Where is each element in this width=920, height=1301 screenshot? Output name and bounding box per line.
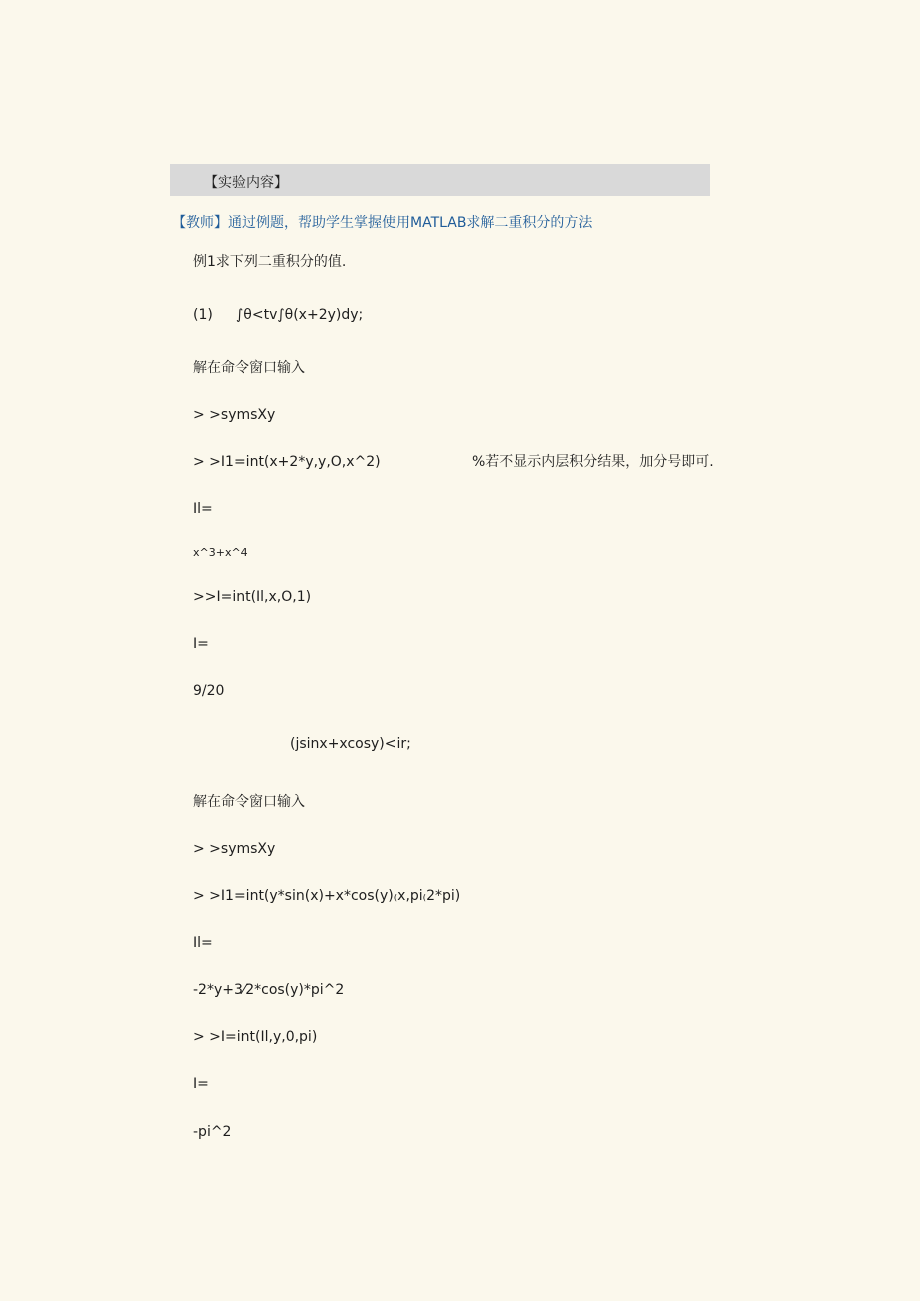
problem-1-formula: ∫θ<tv∫θ(x+2y)dy; [236, 307, 364, 323]
solution-2-output-value: -2*y+3⁄2*cos(y)*pi^2 [193, 982, 345, 998]
example-heading: 例1求下列二重积分的值. [193, 254, 347, 270]
solution-2-outer-command: > >I=int(Il,y,0,pi) [193, 1029, 318, 1045]
solution-1-inner-command: > >I1=int(x+2*y,y,O,x^2) [193, 454, 381, 470]
solution-1-output-label: Il= [193, 501, 213, 517]
solution-1-outer-command: >>I=int(Il,x,O,1) [193, 589, 312, 605]
solution-1-comment: %若不显示内层积分结果，加分号即可. [472, 454, 714, 470]
teacher-note: 【教师】通过例题，帮助学生掌握使用MATLAB求解二重积分的方法 [172, 215, 593, 231]
problem-2-formula: (jsinx+xcosy)<ir; [290, 736, 411, 752]
solution-2-intro: 解在命令窗口输入 [193, 794, 305, 810]
solution-2-syms-command: > >symsXy [193, 841, 276, 857]
section-title: 【实验内容】 [204, 175, 288, 191]
solution-2-output-label: Il= [193, 935, 213, 951]
solution-2-result-label: I= [193, 1076, 209, 1092]
solution-2-result-value: -pi^2 [193, 1124, 232, 1140]
solution-1-output-value: x^3+x^4 [193, 546, 248, 559]
solution-1-syms-command: > >symsXy [193, 407, 276, 423]
solution-1-result-value: 9/20 [193, 683, 225, 699]
section-header [170, 164, 710, 196]
solution-1-result-label: I= [193, 636, 209, 652]
solution-2-inner-command: > >I1=int(y*sin(x)+x*cos(y)₍x,pi₍2*pi) [193, 888, 461, 904]
problem-1-number: (1) [193, 307, 213, 323]
solution-1-intro: 解在命令窗口输入 [193, 360, 305, 376]
